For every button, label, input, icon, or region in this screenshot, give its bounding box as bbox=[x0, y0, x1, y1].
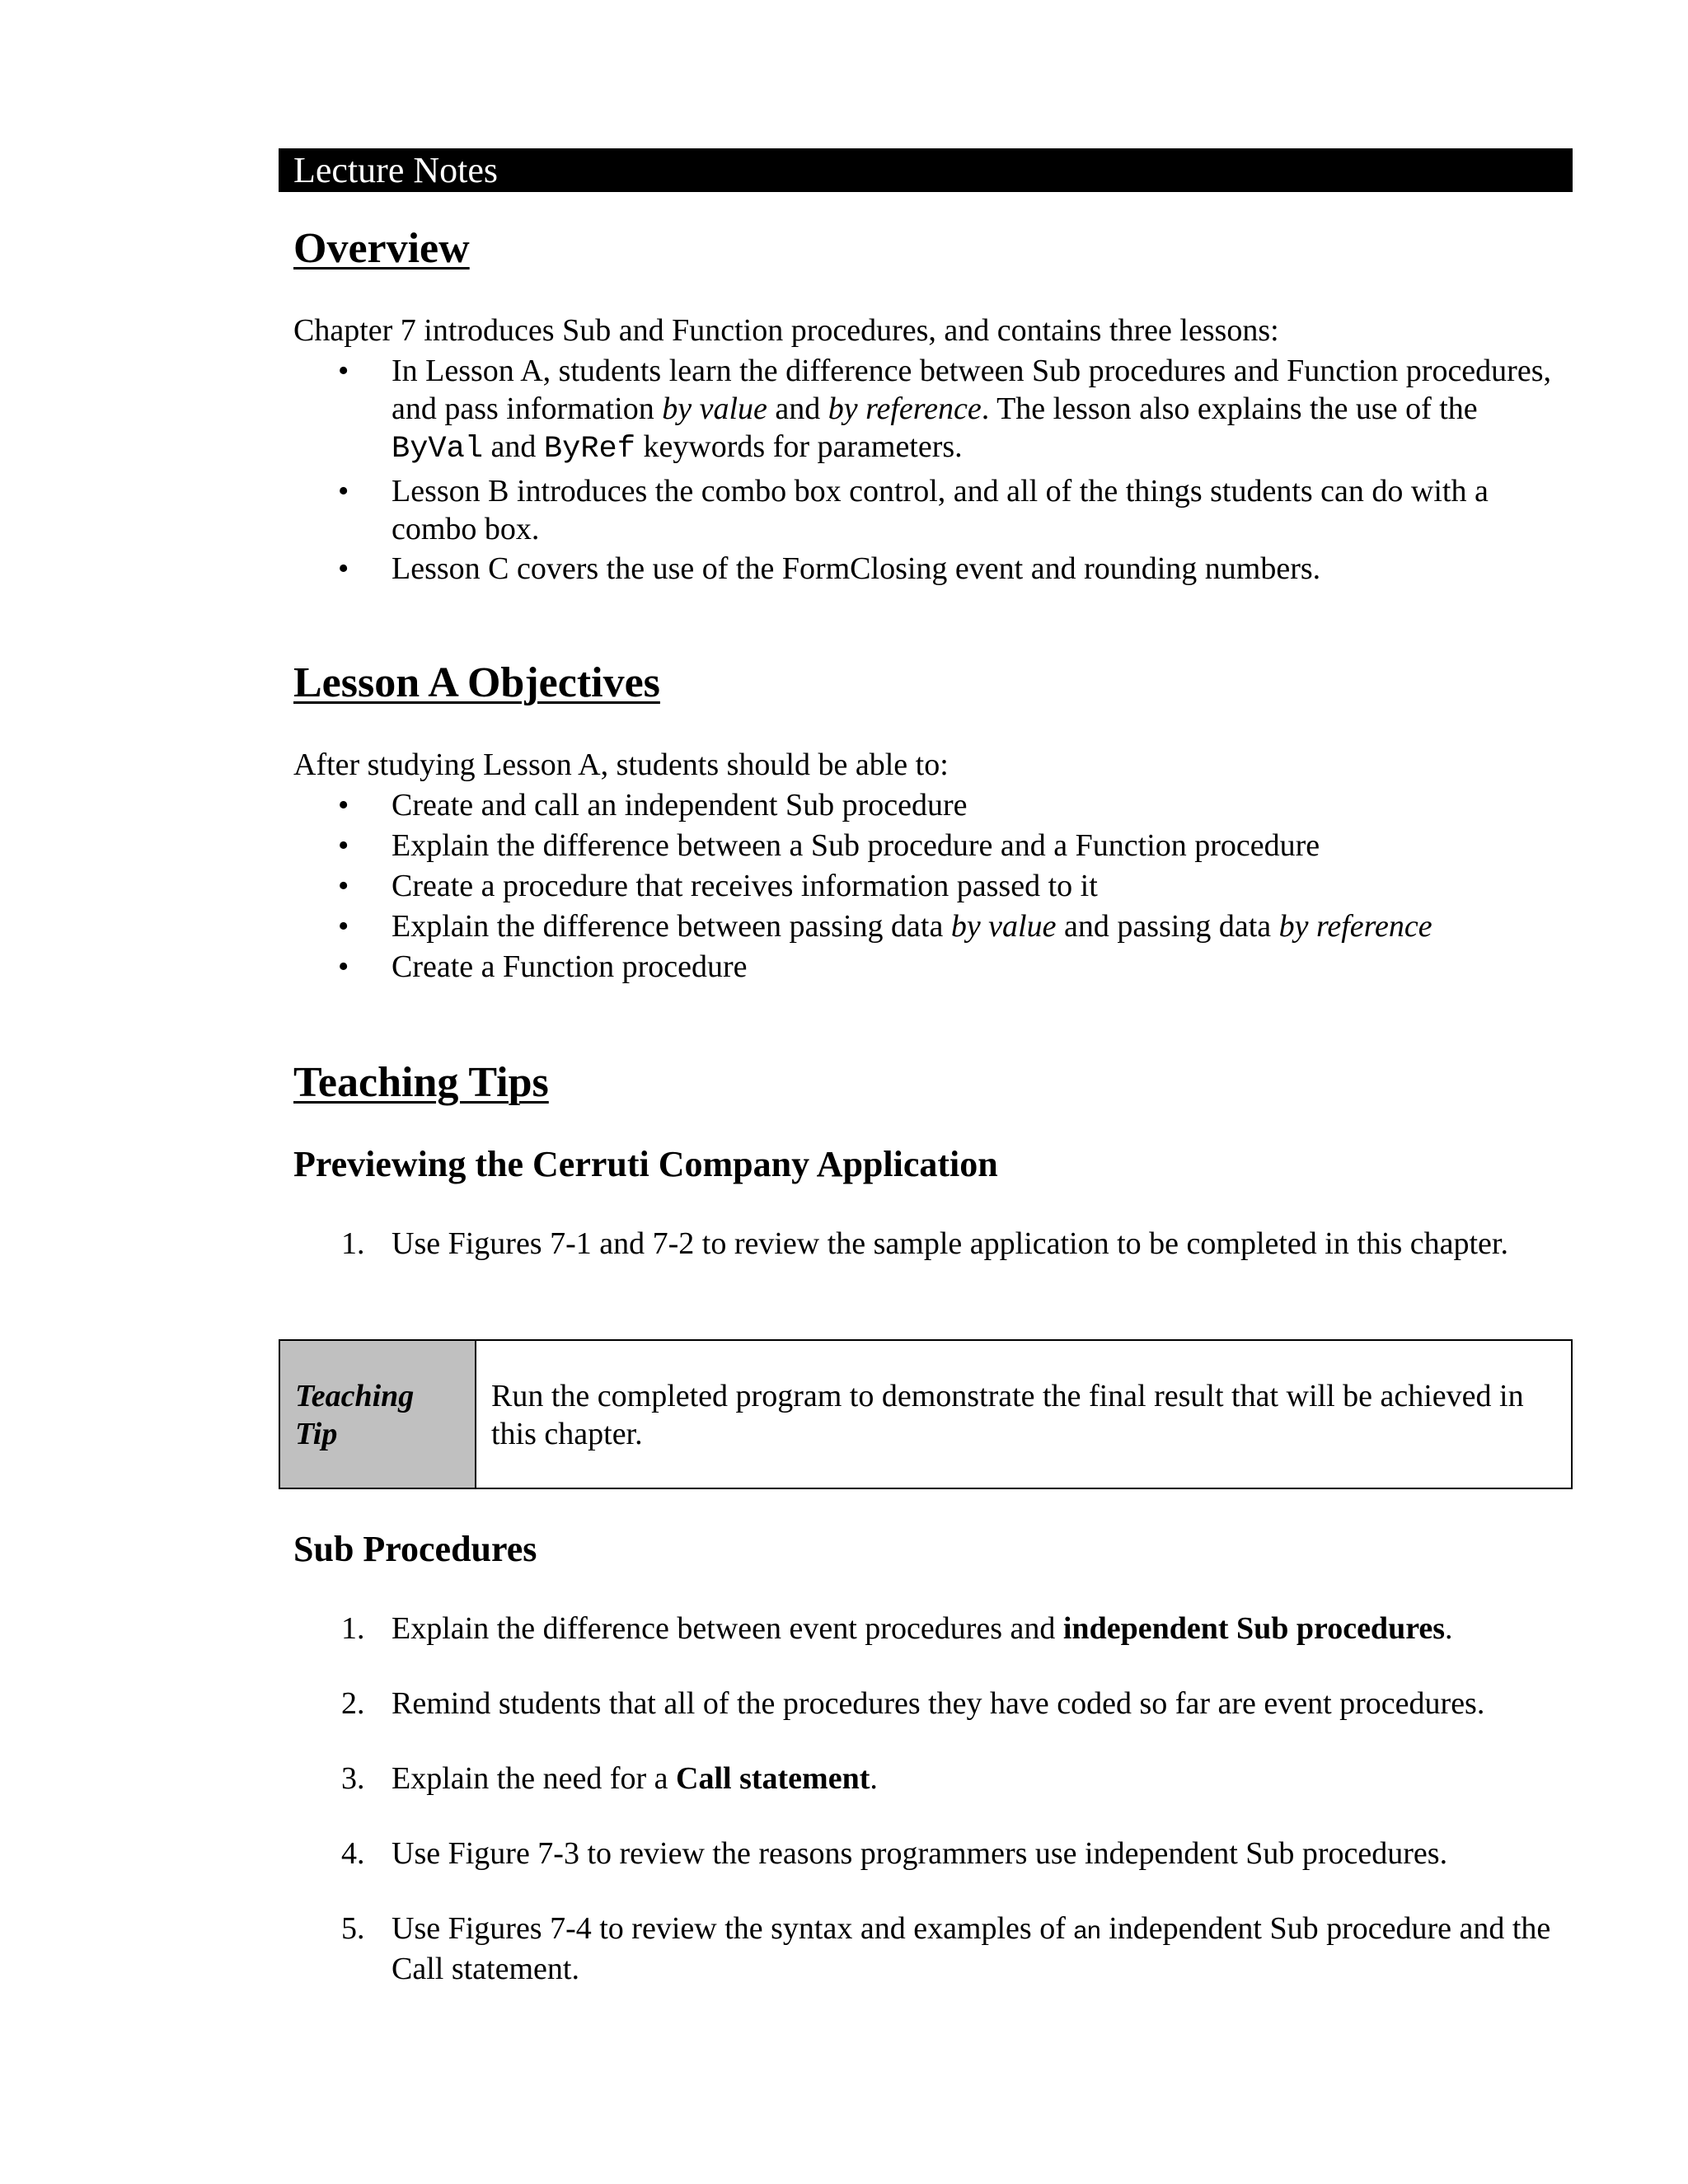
list-number: 4. bbox=[341, 1836, 365, 1871]
objectives-bullet-list bbox=[293, 786, 1571, 986]
list-item: • Lesson B introduces the combo box control, and all of the things students can do with a combo box. bbox=[338, 474, 1489, 546]
sub-procedures-heading: Sub Procedures bbox=[293, 1529, 537, 1569]
list-item: 2. Remind students that all of the procedures they have coded so far are event procedures. bbox=[341, 1686, 1485, 1721]
list-item: • In Lesson A, students learn the difference between Sub procedures and Function procedures, and pass information by value and by reference. The lesson also explains the use of the ByVal and ByRef keywords for parameters. bbox=[338, 354, 1551, 466]
header-bar-title: Lecture Notes bbox=[293, 150, 498, 190]
list-item: • Explain the difference between passing data by value and passing data by reference bbox=[338, 909, 1432, 944]
list-item: • Create a Function procedure bbox=[338, 949, 748, 984]
list-item: 4. Use Figure 7-3 to review the reasons programmers use independent Sub procedures. bbox=[341, 1836, 1448, 1871]
bullet-marker: • bbox=[338, 909, 349, 944]
list-number: 5. bbox=[341, 1911, 365, 1946]
list-item: • Create a procedure that receives information passed to it bbox=[338, 869, 1098, 903]
bullet-marker: • bbox=[338, 551, 349, 586]
preview-section-heading: Previewing the Cerruti Company Application bbox=[293, 1144, 998, 1184]
list-number: 1. bbox=[341, 1226, 365, 1261]
code-byval: ByVal bbox=[392, 432, 484, 466]
list-item: 5. Use Figures 7-4 to review the syntax and examples of an independent Sub procedure and the Call statement. bbox=[341, 1911, 1551, 1986]
bullet-marker: • bbox=[338, 828, 349, 863]
teaching-tip-label: Teaching Tip bbox=[280, 1341, 476, 1488]
bullet-marker: • bbox=[338, 869, 349, 903]
lecture-notes-header-bar bbox=[279, 148, 1573, 192]
code-byref: ByRef bbox=[543, 432, 635, 466]
sub-procedures-numbered-list bbox=[293, 1610, 1571, 1988]
bullet-marker: • bbox=[338, 474, 349, 509]
objectives-intro: After studying Lesson A, students should be able to: bbox=[293, 748, 949, 782]
list-item: • Explain the difference between a Sub procedure and a Function procedure bbox=[338, 828, 1320, 863]
list-number: 3. bbox=[341, 1761, 365, 1796]
list-item: • Lesson C covers the use of the FormClosing event and rounding numbers. bbox=[338, 551, 1321, 586]
overview-heading: Overview bbox=[293, 225, 470, 272]
list-item: 1. Use Figures 7-1 and 7-2 to review the sample application to be completed in this chapter. bbox=[341, 1226, 1508, 1261]
overview-intro: Chapter 7 introduces Sub and Function procedures, and contains three lessons: bbox=[293, 313, 1279, 348]
list-number: 2. bbox=[341, 1686, 365, 1721]
list-item: 3. Explain the need for a Call statement. bbox=[341, 1761, 878, 1796]
bullet-marker: • bbox=[338, 354, 349, 388]
objectives-heading: Lesson A Objectives bbox=[293, 659, 660, 706]
list-item: • Create and call an independent Sub procedure bbox=[338, 788, 968, 823]
bullet-marker: • bbox=[338, 949, 349, 984]
overview-bullet-list bbox=[293, 352, 1571, 588]
teaching-tip-text: Run the completed program to demonstrate the final result that will be achieved in this chapter. bbox=[491, 1379, 1524, 1451]
bullet-marker: • bbox=[338, 788, 349, 823]
list-number: 1. bbox=[341, 1611, 365, 1646]
teaching-tips-heading: Teaching Tips bbox=[293, 1059, 549, 1106]
teaching-tip-box bbox=[279, 1339, 1573, 1489]
list-item: 1. Explain the difference between event procedures and independent Sub procedures. bbox=[341, 1611, 1453, 1646]
preview-numbered-list bbox=[293, 1225, 1571, 1263]
